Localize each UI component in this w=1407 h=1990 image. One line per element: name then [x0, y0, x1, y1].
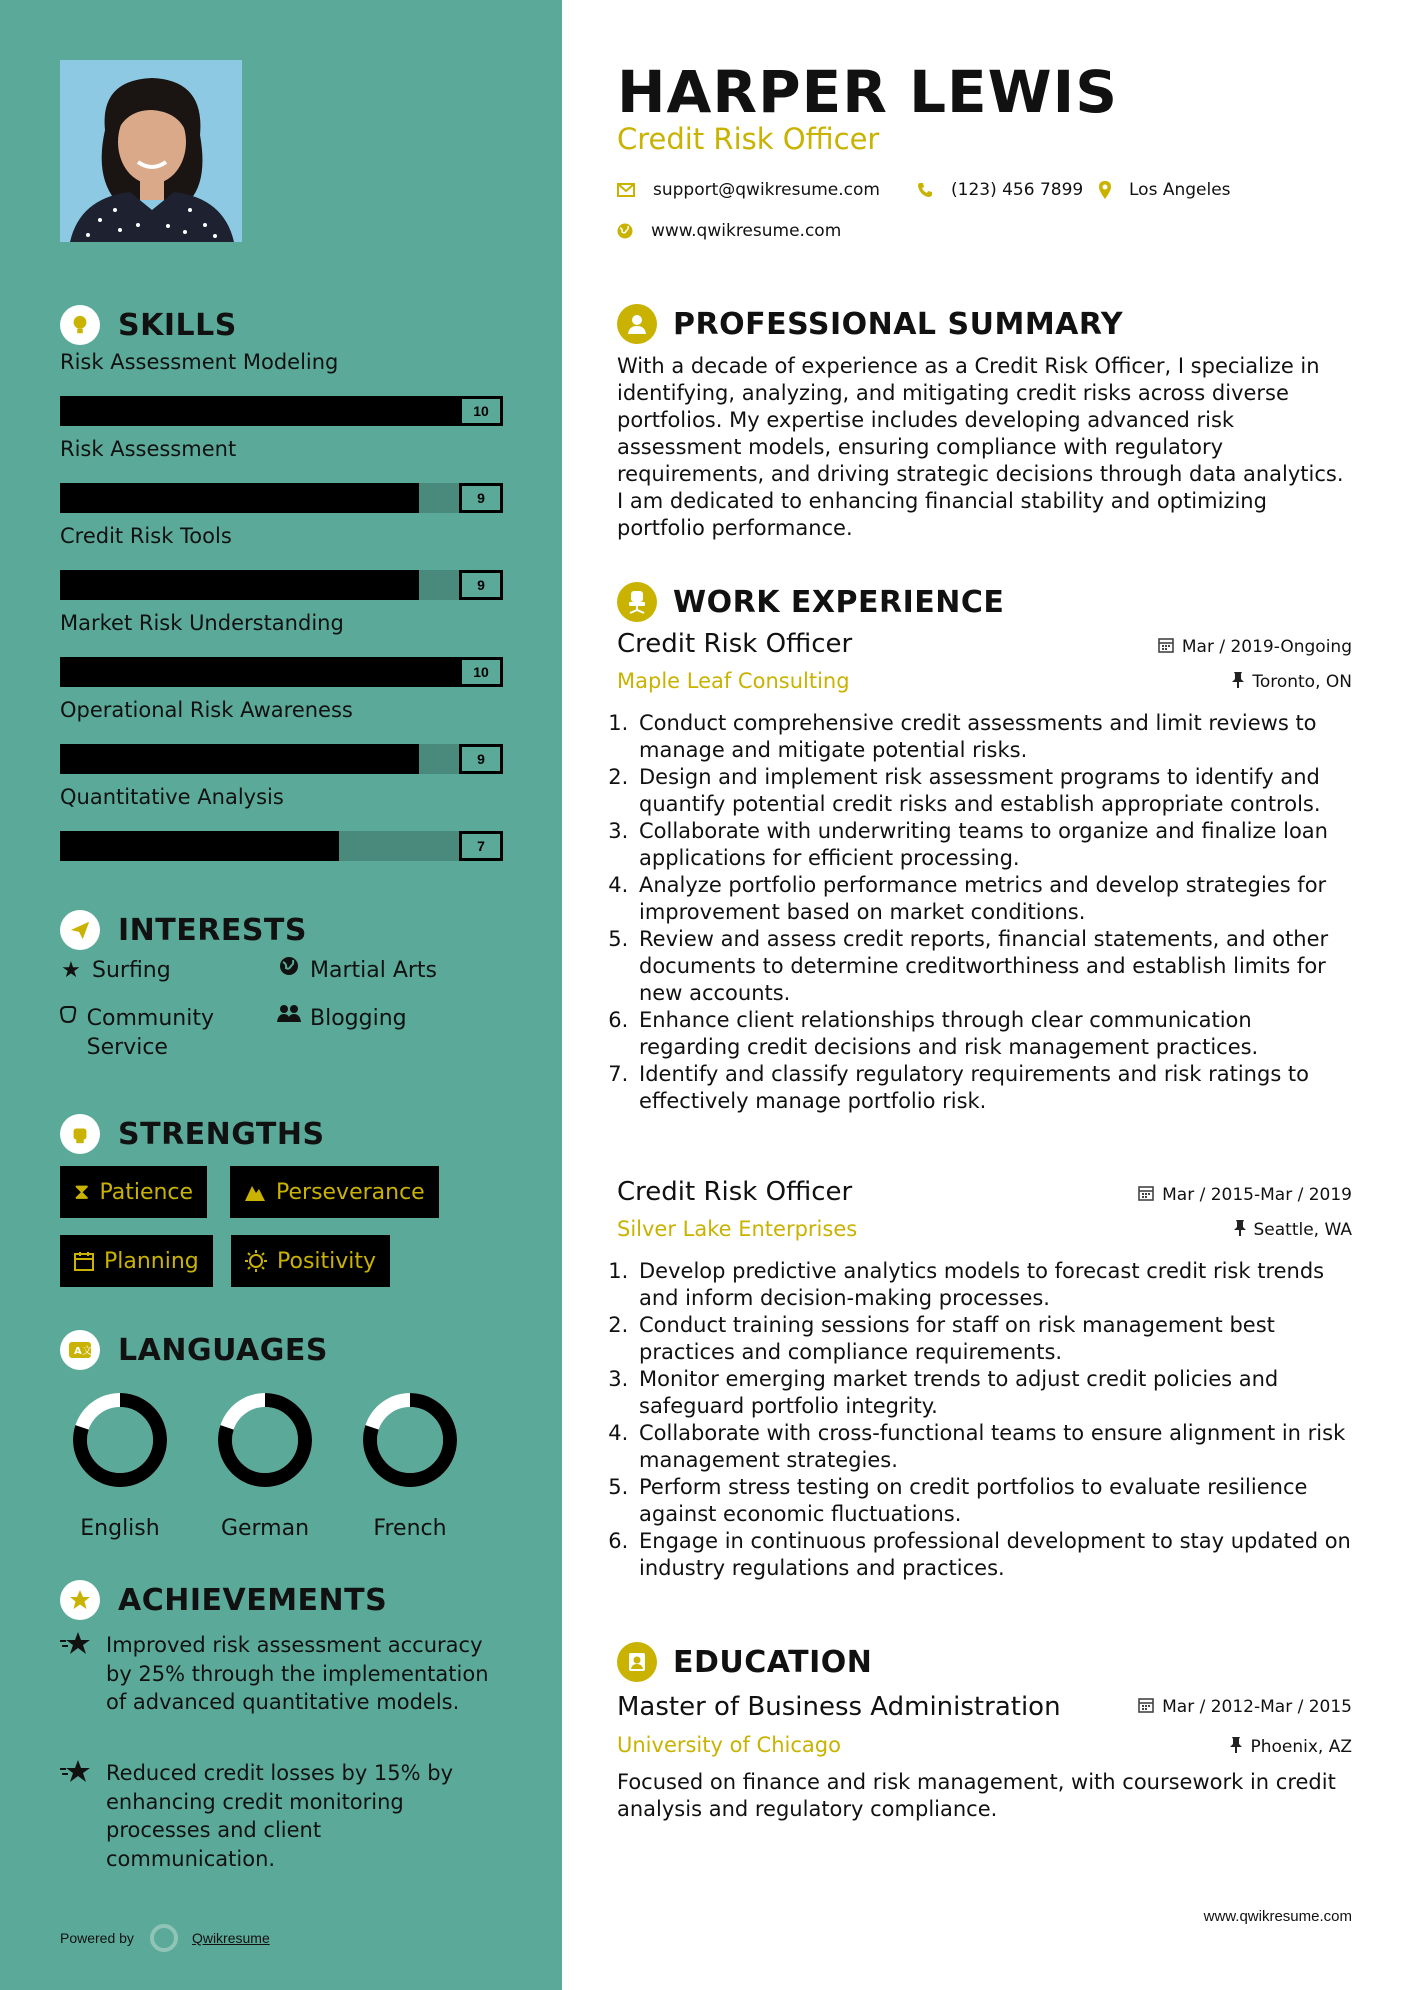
skill-bar-fill [60, 657, 459, 687]
language-name: German [220, 1516, 310, 1541]
powered-by [60, 1924, 270, 1952]
contact-website[interactable] [617, 221, 841, 241]
education-heading [617, 1642, 872, 1682]
language-item [205, 1390, 325, 1541]
interest-item [276, 956, 437, 985]
language-name: English [80, 1516, 160, 1541]
skill-bar [60, 657, 503, 687]
duty-item: 6. Engage in continuous professional development to stay updated on industry regulations and practices. [635, 1528, 1357, 1582]
education-title: EDUCATION [673, 1644, 873, 1680]
skill-bar-fill [60, 483, 419, 513]
language-item [350, 1390, 470, 1541]
skill-item [60, 785, 503, 861]
translate-icon [60, 1330, 100, 1370]
skill-bar [60, 483, 503, 513]
skill-bar [60, 396, 503, 426]
strengths-title: STRENGTHS [118, 1116, 325, 1152]
contact-phone[interactable] [917, 180, 1083, 200]
skill-level: 9 [459, 744, 503, 774]
job-dates [1138, 1185, 1352, 1205]
star-icon: ★ [61, 958, 81, 983]
skill-bar-fill [60, 744, 419, 774]
calendar-icon [1138, 1697, 1154, 1717]
duty-item: 3. Monitor emerging market trends to adjust credit policies and safeguard portfolio integrity. [635, 1366, 1357, 1420]
pushpin-icon [1232, 672, 1244, 692]
skill-item [60, 698, 503, 774]
globe-icon [617, 223, 633, 239]
interest-item [58, 956, 171, 985]
summary-heading [617, 304, 1123, 344]
strength-label: Positivity [277, 1248, 377, 1274]
skill-name: Risk Assessment [60, 437, 237, 461]
powered-by-label: Powered by [60, 1930, 134, 1946]
user-icon [617, 304, 657, 344]
education-dates-text: Mar / 2012-Mar / 2015 [1162, 1697, 1352, 1717]
skills-title: SKILLS [118, 307, 237, 343]
sidebar [0, 0, 562, 1990]
skill-name: Operational Risk Awareness [60, 698, 353, 722]
job-location [1232, 672, 1352, 692]
contact-location [1099, 180, 1231, 200]
skill-name: Risk Assessment Modeling [60, 350, 339, 374]
language-donut [215, 1390, 315, 1490]
qwikresume-link[interactable]: Qwikresume [191, 1930, 270, 1946]
skill-item [60, 350, 503, 426]
interest-item [276, 1004, 407, 1033]
skill-level: 10 [459, 396, 503, 426]
job-duties [617, 710, 1357, 1115]
svg-text:文: 文 [82, 1346, 92, 1357]
duty-item: 2. Conduct training sessions for staff on risk management best practices and compliance requirements. [635, 1312, 1357, 1366]
language-donut [360, 1390, 460, 1490]
skill-name: Market Risk Understanding [60, 611, 344, 635]
interest-label: Community Service [86, 1006, 214, 1060]
star-badge-icon [60, 1580, 100, 1620]
interest-label: Blogging [310, 1006, 407, 1031]
language-donut [70, 1390, 170, 1490]
skill-level: 9 [459, 483, 503, 513]
calendar-icon [1138, 1185, 1154, 1205]
interests-heading [60, 910, 307, 950]
job-location-text: Seattle, WA [1253, 1220, 1352, 1240]
calendar-icon [74, 1251, 94, 1271]
language-item [60, 1390, 180, 1541]
strength-badge [60, 1235, 213, 1287]
hourglass-icon: ⧗ [74, 1179, 90, 1205]
duty-item: 1. Develop predictive analytics models to forecast credit risk trends and inform decision-making processes. [635, 1258, 1357, 1312]
profile-photo [60, 60, 242, 242]
experience-heading [617, 582, 1004, 622]
skill-bar [60, 831, 503, 861]
achievement-text: Reduced credit losses by 15% by enhancing credit monitoring processes and client communication. [106, 1761, 454, 1871]
pushpin-icon [1230, 1737, 1242, 1757]
map-pin-icon [1099, 181, 1111, 199]
sun-icon [245, 1250, 267, 1272]
hand-icon [58, 1004, 79, 1024]
school-name: University of Chicago [617, 1733, 841, 1757]
languages-heading [60, 1330, 328, 1370]
achievements-title: ACHIEVEMENTS [118, 1582, 388, 1618]
users-icon [276, 1004, 302, 1024]
skills-heading [60, 305, 237, 345]
strength-label: Patience [99, 1179, 194, 1205]
duty-item: 2. Design and implement risk assessment programs to identify and quantify potential credit risks and establish appropriate controls. [635, 764, 1357, 818]
achievement-item [60, 1631, 490, 1717]
skill-name: Credit Risk Tools [60, 524, 232, 548]
achievements-heading [60, 1580, 387, 1620]
pushpin-icon [1234, 1220, 1246, 1240]
skill-level: 10 [459, 657, 503, 687]
strength-badge [231, 1235, 390, 1287]
duty-item: 3. Collaborate with underwriting teams to organize and finalize loan applications for efficient processing. [635, 818, 1357, 872]
strength-badge [60, 1166, 207, 1218]
website-text: www.qwikresume.com [651, 221, 842, 241]
interests-title: INTERESTS [118, 912, 307, 948]
skill-item [60, 437, 503, 513]
profile-photo-image [60, 60, 242, 242]
phone-text: (123) 456 7899 [951, 180, 1084, 200]
achievement-item [60, 1759, 490, 1873]
company-name: Silver Lake Enterprises [617, 1217, 858, 1241]
job-dates-text: Mar / 2019-Ongoing [1181, 637, 1352, 657]
duty-item: 6. Enhance client relationships through clear communication regarding credit decisions and risk management practices. [635, 1007, 1357, 1061]
degree-title: Master of Business Administration [617, 1692, 1061, 1722]
education-dates [1138, 1697, 1352, 1717]
summary-text: With a decade of experience as a Credit Risk Officer, I specialize in identifying, analyzing, and mitigating credit risks across diverse portfolios. My expertise includes developing advanced risk assessment models, ensuring compliance with regulatory requirements, and driving strategic decisions through data analytics. I am dedicated to enhancing financial stability and optimizing portfolio performance. [617, 354, 1344, 540]
qwikresume-logo-icon [150, 1924, 178, 1952]
skill-name: Quantitative Analysis [60, 785, 284, 809]
duty-item: 5. Review and assess credit reports, financial statements, and other documents to determine creditworthiness and establish limits for new accounts. [635, 926, 1357, 1007]
skill-bar-fill [60, 396, 459, 426]
skill-item [60, 524, 503, 600]
svg-text:A: A [74, 1346, 82, 1357]
graduate-icon [617, 1642, 657, 1682]
star-award-icon [60, 1631, 106, 1717]
candidate-title: Credit Risk Officer [617, 122, 880, 156]
job-location-text: Toronto, ON [1252, 672, 1352, 692]
skill-item [60, 611, 503, 687]
job-duties [617, 1258, 1357, 1582]
strength-badge [230, 1166, 439, 1218]
calendar-icon [1158, 637, 1174, 657]
job-location [1234, 1220, 1353, 1240]
mountain-icon [244, 1182, 266, 1202]
office-chair-icon [617, 582, 657, 622]
duty-item: 1. Conduct comprehensive credit assessments and limit reviews to manage and mitigate potential risks. [635, 710, 1357, 764]
education-location [1230, 1737, 1352, 1757]
strength-label: Planning [104, 1248, 199, 1274]
skill-level: 7 [459, 831, 503, 861]
interest-item [58, 1004, 258, 1062]
phone-icon [917, 182, 933, 198]
star-award-icon [60, 1759, 106, 1873]
job-title: Credit Risk Officer [617, 629, 853, 659]
email-text: support@qwikresume.com [653, 180, 880, 200]
skill-level: 9 [459, 570, 503, 600]
location-text: Los Angeles [1129, 180, 1231, 200]
strengths-heading [60, 1114, 325, 1154]
skill-bar-fill [60, 831, 339, 861]
globe-icon [276, 956, 302, 976]
education-description: Focused on finance and risk management, with coursework in credit analysis and regulatory compliance. [617, 1770, 1336, 1821]
footer-url[interactable]: www.qwikresume.com [1203, 1908, 1352, 1925]
skill-bar [60, 570, 503, 600]
company-name: Maple Leaf Consulting [617, 669, 850, 693]
duty-item: 5. Perform stress testing on credit portfolios to evaluate resilience against economic fluctuations. [635, 1474, 1357, 1528]
language-name: French [373, 1516, 447, 1541]
languages-title: LANGUAGES [118, 1332, 328, 1368]
job-dates-text: Mar / 2015-Mar / 2019 [1162, 1185, 1352, 1205]
duty-item: 4. Analyze portfolio performance metrics and develop strategies for improvement based on market conditions. [635, 872, 1357, 926]
skill-bar-fill [60, 570, 419, 600]
duty-item: 7. Identify and classify regulatory requirements and risk ratings to effectively manage portfolio risk. [635, 1061, 1357, 1115]
paper-plane-icon [60, 910, 100, 950]
contact-email[interactable] [617, 180, 880, 200]
envelope-icon [617, 183, 635, 197]
interest-label: Martial Arts [310, 958, 438, 983]
interest-label: Surfing [92, 958, 171, 983]
education-location-text: Phoenix, AZ [1250, 1737, 1352, 1757]
job-title: Credit Risk Officer [617, 1177, 853, 1207]
fist-icon [60, 1114, 100, 1154]
candidate-name: HARPER LEWIS [617, 58, 1118, 126]
skill-bar [60, 744, 503, 774]
achievement-text: Improved risk assessment accuracy by 25% through the implementation of advanced quantitative models. [106, 1633, 489, 1714]
lightbulb-icon [60, 305, 100, 345]
duty-item: 4. Collaborate with cross-functional teams to ensure alignment in risk management strategies. [635, 1420, 1357, 1474]
job-dates [1158, 637, 1352, 657]
experience-title: WORK EXPERIENCE [673, 584, 1005, 620]
strength-label: Perseverance [276, 1179, 425, 1205]
summary-title: PROFESSIONAL SUMMARY [673, 306, 1124, 342]
